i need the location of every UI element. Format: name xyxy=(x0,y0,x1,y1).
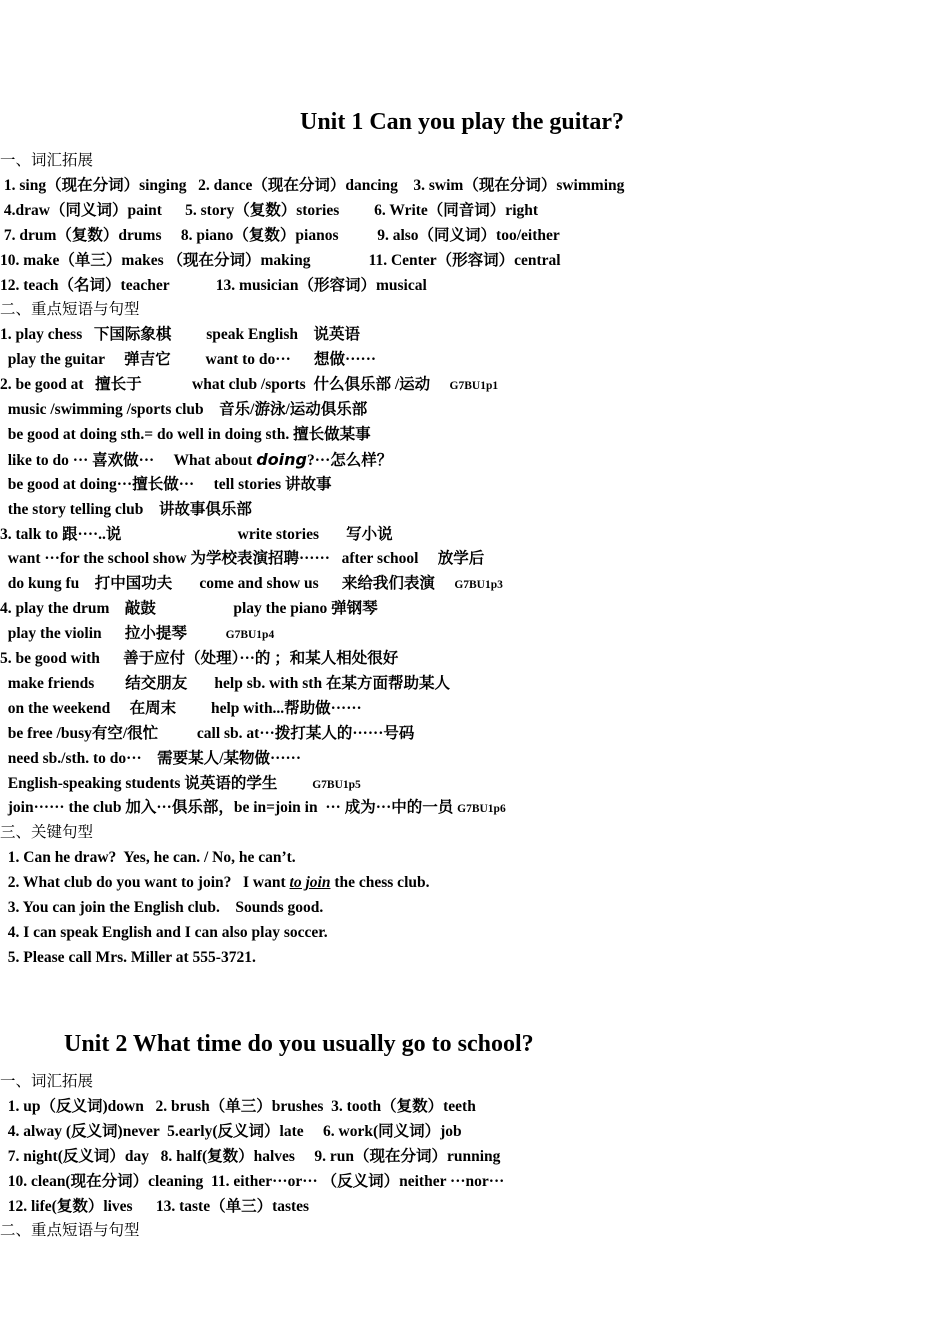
underlined-word: to join xyxy=(289,874,331,892)
phrase-line-text: play the violin 拉小提琴 xyxy=(0,625,226,643)
phrase-line-text: be good at doing···擅长做··· tell stories 讲故事 xyxy=(0,475,332,493)
phrase-line xyxy=(0,649,398,669)
vocab-line xyxy=(0,1147,500,1167)
sentence-line-text: 3. You can join the English club. Sounds good. xyxy=(0,899,324,916)
page-reference-tag: G7BU1p3 xyxy=(454,579,503,592)
sentence-line-text: 1. Can he draw? Yes, he can. / No, he can’t. xyxy=(0,849,296,867)
phrase-line-text: make friends 结交朋友 help sb. with sth 在某方面帮助某人 xyxy=(0,674,450,692)
phrase-line xyxy=(0,450,392,471)
phrase-line xyxy=(0,325,360,345)
vocab-line-text: 12. life(复数）lives 13. taste（单三）tastes xyxy=(0,1197,310,1215)
vocab-line xyxy=(0,1172,504,1192)
phrase-line xyxy=(0,774,361,795)
phrase-line xyxy=(0,749,301,769)
line-continuation: ?···怎么样？ xyxy=(307,451,393,469)
vocab-line xyxy=(0,276,427,296)
sentence-line xyxy=(0,848,296,868)
vocab-line xyxy=(0,1122,462,1142)
page-reference-tag: G7BU1p1 xyxy=(449,380,499,393)
page-reference-tag: G7BU1p5 xyxy=(312,778,361,791)
vocab-line xyxy=(0,1097,476,1117)
vocab-line xyxy=(0,176,624,196)
phrase-line xyxy=(0,724,414,744)
vocab-line xyxy=(0,1197,309,1217)
page-reference-tag: G7BU1p4 xyxy=(225,629,275,642)
phrase-line-text: 5. be good with 善于应付（处理）···的 ；和某人相处很好 xyxy=(0,650,399,667)
phrase-line xyxy=(0,425,371,445)
phrase-line-text: English-speaking students 说英语的学生 xyxy=(0,774,313,792)
section-heading-phrases-text: 二、重点短语与句型 xyxy=(0,1222,140,1240)
line-continuation: the chess club. xyxy=(330,874,430,892)
sentence-line-text: 5. Please call Mrs. Miller at 555-3721. xyxy=(0,948,256,966)
section-heading-phrases xyxy=(0,300,140,320)
phrase-line-text: play the guitar 弹吉它 want to do··· 想做······ xyxy=(0,351,377,369)
phrase-line xyxy=(0,400,367,420)
vocab-line-text: 4.draw（同义词）paint 5. story（复数）stories 6. Write（同音词）right xyxy=(0,201,539,219)
phrase-line-text: join······ the club 加入···俱乐部，be in=join in ··· 成为···中的一员 xyxy=(0,799,458,817)
vocab-line-text: 1. sing（现在分词）singing 2. dance（现在分词）dancing 3. swim（现在分词）swimming xyxy=(0,176,625,194)
phrase-line-text: need sb./sth. to do··· 需要某人/某物做······ xyxy=(0,749,302,767)
emphasis-word: doing xyxy=(256,449,308,469)
phrase-line xyxy=(0,674,450,694)
vocab-line-text: 10. make（单三）makes （现在分词）making 11. Center（形容词）central xyxy=(0,251,561,269)
section-heading-phrases xyxy=(0,1221,140,1241)
phrase-line xyxy=(0,624,274,645)
phrase-line xyxy=(0,699,362,719)
page-reference-tag: G7BU1p6 xyxy=(457,803,506,816)
phrase-line-text: 4. play the drum 敲鼓 play the piano 弹钢琴 xyxy=(0,600,378,618)
vocab-line xyxy=(0,251,561,271)
sentence-line xyxy=(0,898,323,918)
phrase-line-text: 1. play chess 下国际象棋 speak English 说英语 xyxy=(0,326,360,344)
section-heading-vocab-text: 一、词汇拓展 xyxy=(0,152,94,169)
phrase-line xyxy=(0,549,484,569)
vocab-line xyxy=(0,226,560,246)
section-heading-vocab xyxy=(0,1072,93,1092)
phrase-line xyxy=(0,599,378,619)
phrase-line-text: like to do ··· 喜欢做··· What about xyxy=(0,451,257,469)
section-heading-sentences xyxy=(0,823,93,843)
unit1-title: Unit 1 Can you play the guitar? xyxy=(300,109,625,135)
phrase-line-text: do kung fu 打中国功夫 come and show us 来给我们表演 xyxy=(0,575,455,593)
section-heading-vocab-text: 一、词汇拓展 xyxy=(0,1073,94,1090)
phrase-line-text: the story telling club 讲故事俱乐部 xyxy=(0,500,252,518)
section-heading-phrases-text: 二、重点短语与句型 xyxy=(0,301,140,319)
phrase-line-text: want ···for the school show 为学校表演招聘······ after school 放学后 xyxy=(0,550,485,568)
phrase-line xyxy=(0,350,376,370)
sentence-line-text: 2. What club do you want to join? I want xyxy=(0,874,290,892)
phrase-line-text: on the weekend 在周末 help with...帮助做······ xyxy=(0,699,362,717)
vocab-line-text: 10. clean(现在分词）cleaning 11. either···or··· （反义词）neither ···nor··· xyxy=(0,1172,505,1190)
phrase-line xyxy=(0,375,498,396)
vocab-line-text: 7. drum（复数）drums 8. piano（复数）pianos 9. also（同义词）too/either xyxy=(0,226,560,244)
phrase-line xyxy=(0,475,332,495)
vocab-line xyxy=(0,201,538,221)
phrase-line-text: be free /busy有空/很忙 call sb. at···拨打某人的······号码 xyxy=(0,724,415,742)
phrase-line-text: 2. be good at 擅长于 what club /sports 什么俱乐部 /运动 xyxy=(0,376,450,394)
phrase-line xyxy=(0,500,252,520)
section-heading-sentences-text: 三、关键句型 xyxy=(0,824,94,842)
vocab-line-text: 7. night(反义词）day 8. half(复数）halves 9. run（现在分词）running xyxy=(0,1147,501,1165)
phrase-line xyxy=(0,525,393,545)
section-heading-vocab xyxy=(0,151,93,171)
sentence-line xyxy=(0,873,430,893)
vocab-line-text: 12. teach（名词）teacher 13. musician（形容词）musical xyxy=(0,276,427,294)
sentence-line xyxy=(0,948,256,968)
phrase-line-text: music /swimming /sports club 音乐/游泳/运动俱乐部 xyxy=(0,401,368,418)
phrase-line xyxy=(0,574,503,595)
sentence-line-text: 4. I can speak English and I can also play soccer. xyxy=(0,923,328,941)
phrase-line xyxy=(0,798,506,819)
phrase-line-text: be good at doing sth.= do well in doing sth. 擅长做某事 xyxy=(0,425,371,443)
vocab-line-text: 4. alway (反义词)never 5.early(反义词）late 6. work(同义词）job xyxy=(0,1122,462,1140)
vocab-line-text: 1. up（反义词)down 2. brush（单三）brushes 3. tooth（复数）teeth xyxy=(0,1097,476,1115)
phrase-line-text: 3. talk to 跟····..说 write stories 写小说 xyxy=(0,525,393,543)
unit2-title: Unit 2 What time do you usually go to school? xyxy=(64,1031,534,1057)
sentence-line xyxy=(0,923,328,943)
